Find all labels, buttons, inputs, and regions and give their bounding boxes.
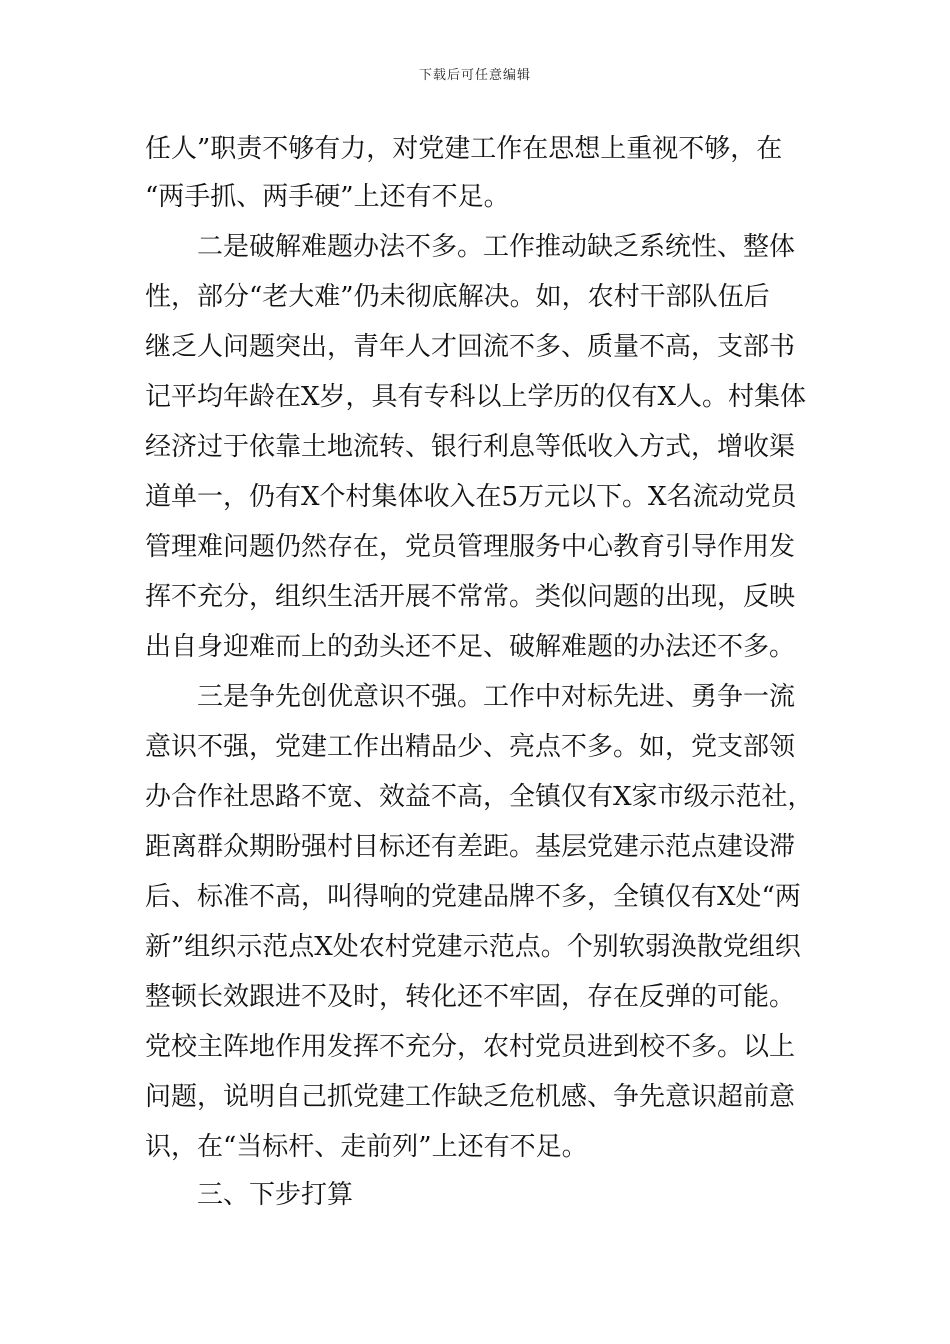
text-line: 道单一，仍有X个村集体收入在5万元以下。X名流动党员 bbox=[145, 482, 797, 512]
text-line: “两手抓、两手硬”上还有不足。 bbox=[145, 182, 510, 212]
text-line: 意识不强，党建工作出精品少、亮点不多。如，党支部领 bbox=[145, 732, 796, 762]
text-line: 距离群众期盼强村目标还有差距。基层党建示范点建设滞 bbox=[145, 832, 796, 862]
text-line: 后、标准不高，叫得响的党建品牌不多，全镇仅有X处“两 bbox=[145, 882, 801, 912]
text-line: 性，部分“老大难”仍未彻底解决。如，农村干部队伍后 bbox=[145, 282, 770, 312]
text-line: 整顿长效跟进不及时，转化还不牢固，存在反弹的可能。 bbox=[145, 982, 796, 1012]
text-line: 办合作社思路不宽、效益不高，全镇仅有X家市级示范社， bbox=[145, 782, 814, 812]
text-line: 管理难问题仍然存在，党员管理服务中心教育引导作用发 bbox=[145, 532, 796, 562]
text-line: 挥不充分，组织生活开展不常常。类似问题的出现，反映 bbox=[145, 582, 796, 612]
text-line: 经济过于依靠土地流转、银行利息等低收入方式，增收渠 bbox=[145, 432, 796, 462]
text-line: 继乏人问题突出，青年人才回流不多、质量不高，支部书 bbox=[145, 332, 796, 362]
paragraph-start-line: 三是争先创优意识不强。工作中对标先进、勇争一流 bbox=[197, 682, 796, 712]
section-heading: 三、下步打算 bbox=[197, 1180, 354, 1210]
text-line: 问题，说明自己抓党建工作缺乏危机感、争先意识超前意 bbox=[145, 1082, 796, 1112]
page-header: 下载后可任意编辑 bbox=[418, 68, 531, 83]
text-line: 新”组织示范点X处农村党建示范点。个别软弱涣散党组织 bbox=[145, 932, 801, 962]
text-line: 任人”职责不够有力，对党建工作在思想上重视不够，在 bbox=[145, 134, 783, 164]
text-line: 党校主阵地作用发挥不充分，农村党员进到校不多。以上 bbox=[145, 1032, 796, 1062]
text-line: 出自身迎难而上的劲头还不足、破解难题的办法还不多。 bbox=[145, 632, 796, 662]
text-line: 记平均年龄在X岁，具有专科以上学历的仅有X人。村集体 bbox=[145, 382, 807, 412]
paragraph-start-line: 二是破解难题办法不多。工作推动缺乏系统性、整体 bbox=[197, 232, 796, 262]
text-line: 识，在“当标杆、走前列”上还有不足。 bbox=[145, 1132, 588, 1162]
